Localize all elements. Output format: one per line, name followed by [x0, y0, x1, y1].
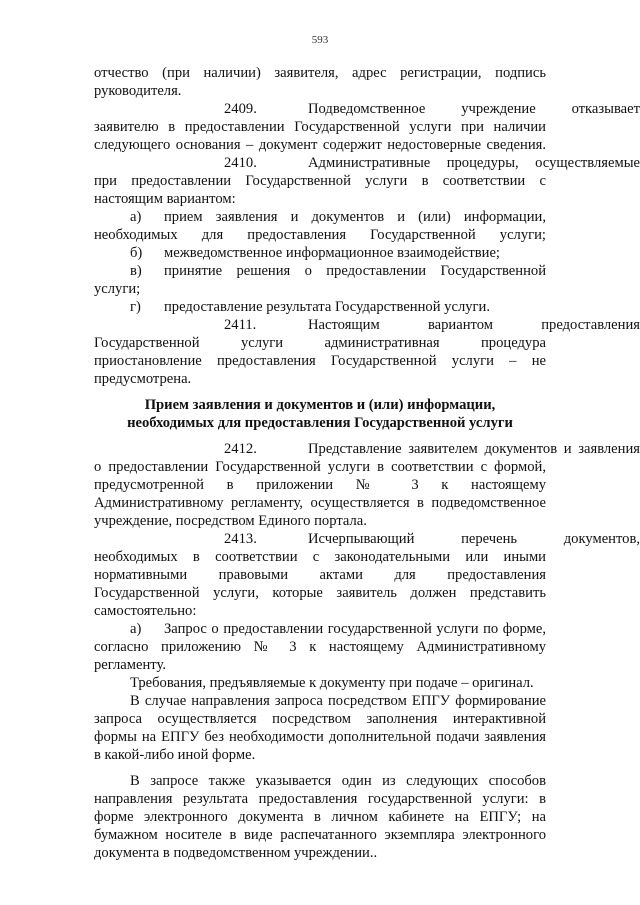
text-line: Запрос о предоставлении государственной услуги по форме,	[164, 621, 546, 637]
list-item	[130, 244, 546, 262]
paragraph-head	[94, 100, 640, 118]
text-line: форме электронного документа в личном кабинете на ЕПГУ; на	[94, 809, 546, 825]
text-line: при предоставлении Государственной услуги в соответствии с	[94, 173, 546, 189]
text-line: регламенту.	[94, 657, 166, 673]
list-item	[130, 208, 546, 226]
clause-number: 2412.	[224, 441, 257, 457]
text-line: о предоставлении Государственной услуги в соответствии с формой,	[94, 459, 546, 475]
text-line: В запросе также указывается один из следующих способов	[130, 773, 546, 789]
text-line: необходимых в соответствии с законодательными или иными	[94, 549, 546, 565]
text-line: руководителя.	[94, 83, 182, 99]
text-line: услуги;	[94, 281, 141, 297]
section-heading: необходимых для предоставления Государственной услуги	[127, 415, 513, 431]
text-line: Исчерпывающий перечень документов,	[308, 531, 640, 547]
list-item	[130, 262, 546, 280]
text-line: Настоящим вариантом предоставления	[308, 317, 640, 333]
list-marker: в)	[130, 263, 142, 279]
text-line: Государственной услуги административная процедура	[94, 335, 546, 351]
list-marker: г)	[130, 299, 141, 315]
text-line: прием заявления и документов и (или) информации,	[164, 209, 546, 225]
page-number: 593	[311, 34, 329, 46]
text-line: самостоятельно:	[94, 603, 197, 619]
text-line: направления результата предоставления государственной услуги: в	[94, 791, 546, 807]
clause-number: 2410.	[224, 155, 257, 171]
text-line: следующего основания – документ содержит недостоверные сведения.	[94, 137, 546, 153]
text-line: Административные процедуры, осуществляемые	[308, 155, 640, 171]
paragraph-head	[94, 530, 640, 548]
clause-number: 2409.	[224, 101, 257, 117]
list-item	[130, 298, 546, 316]
text-line: принятие решения о предоставлении Государственной	[164, 263, 546, 279]
paragraph-head	[94, 316, 640, 334]
clause-number: 2413.	[224, 531, 257, 547]
list-marker: а)	[130, 621, 142, 637]
text-line: предусмотренной в приложении № 3 к настоящему	[94, 477, 546, 493]
text-line: формы на ЕПГУ без необходимости дополнительной подачи заявления	[94, 729, 546, 745]
text-line: предоставление результата Государственной услуги.	[164, 299, 490, 315]
text-line: необходимых для предоставления Государственной услуги;	[94, 227, 546, 243]
text-line: межведомственное информационное взаимодействие;	[164, 245, 500, 261]
text-line: запроса осуществляется посредством заполнения интерактивной	[94, 711, 546, 727]
text-line: Представление заявителем документов и заявления	[308, 441, 640, 457]
text-line: Требования, предъявляемые к документу при подаче – оригинал.	[130, 675, 534, 691]
text-line: отчество (при наличии) заявителя, адрес регистрации, подпись	[94, 65, 546, 81]
list-item	[130, 620, 546, 638]
text-line: Государственной услуги, которые заявитель должен представить	[94, 585, 546, 601]
list-marker: а)	[130, 209, 142, 225]
section-heading: Прием заявления и документов и (или) информации,	[144, 397, 496, 413]
text-line: нормативными правовыми актами для предоставления	[94, 567, 546, 583]
text-line: Подведомственное учреждение отказывает	[308, 101, 640, 117]
text-line: Административному регламенту, осуществляется в подведомственное	[94, 495, 546, 511]
list-marker: б)	[130, 245, 143, 261]
text-line: приостановление предоставления Государственной услуги – не	[94, 353, 546, 369]
clause-number: 2411.	[224, 317, 257, 333]
text-line: В случае направления запроса посредством ЕПГУ формирование	[130, 693, 546, 709]
text-line: учреждение, посредством Единого портала.	[94, 513, 367, 529]
text-line: в какой-либо иной форме.	[94, 747, 256, 763]
text-line: настоящим вариантом:	[94, 191, 236, 207]
text-line: заявителю в предоставлении Государственной услуги при наличии	[94, 119, 546, 135]
text-line: предусмотрена.	[94, 371, 192, 387]
text-line: документа в подведомственном учреждении..	[94, 845, 378, 861]
paragraph-head	[94, 154, 640, 172]
paragraph-head	[94, 440, 640, 458]
text-line: бумажном носителе в виде распечатанного экземпляра электронного	[94, 827, 546, 843]
text-line: согласно приложению № 3 к настоящему Административному	[94, 639, 546, 655]
